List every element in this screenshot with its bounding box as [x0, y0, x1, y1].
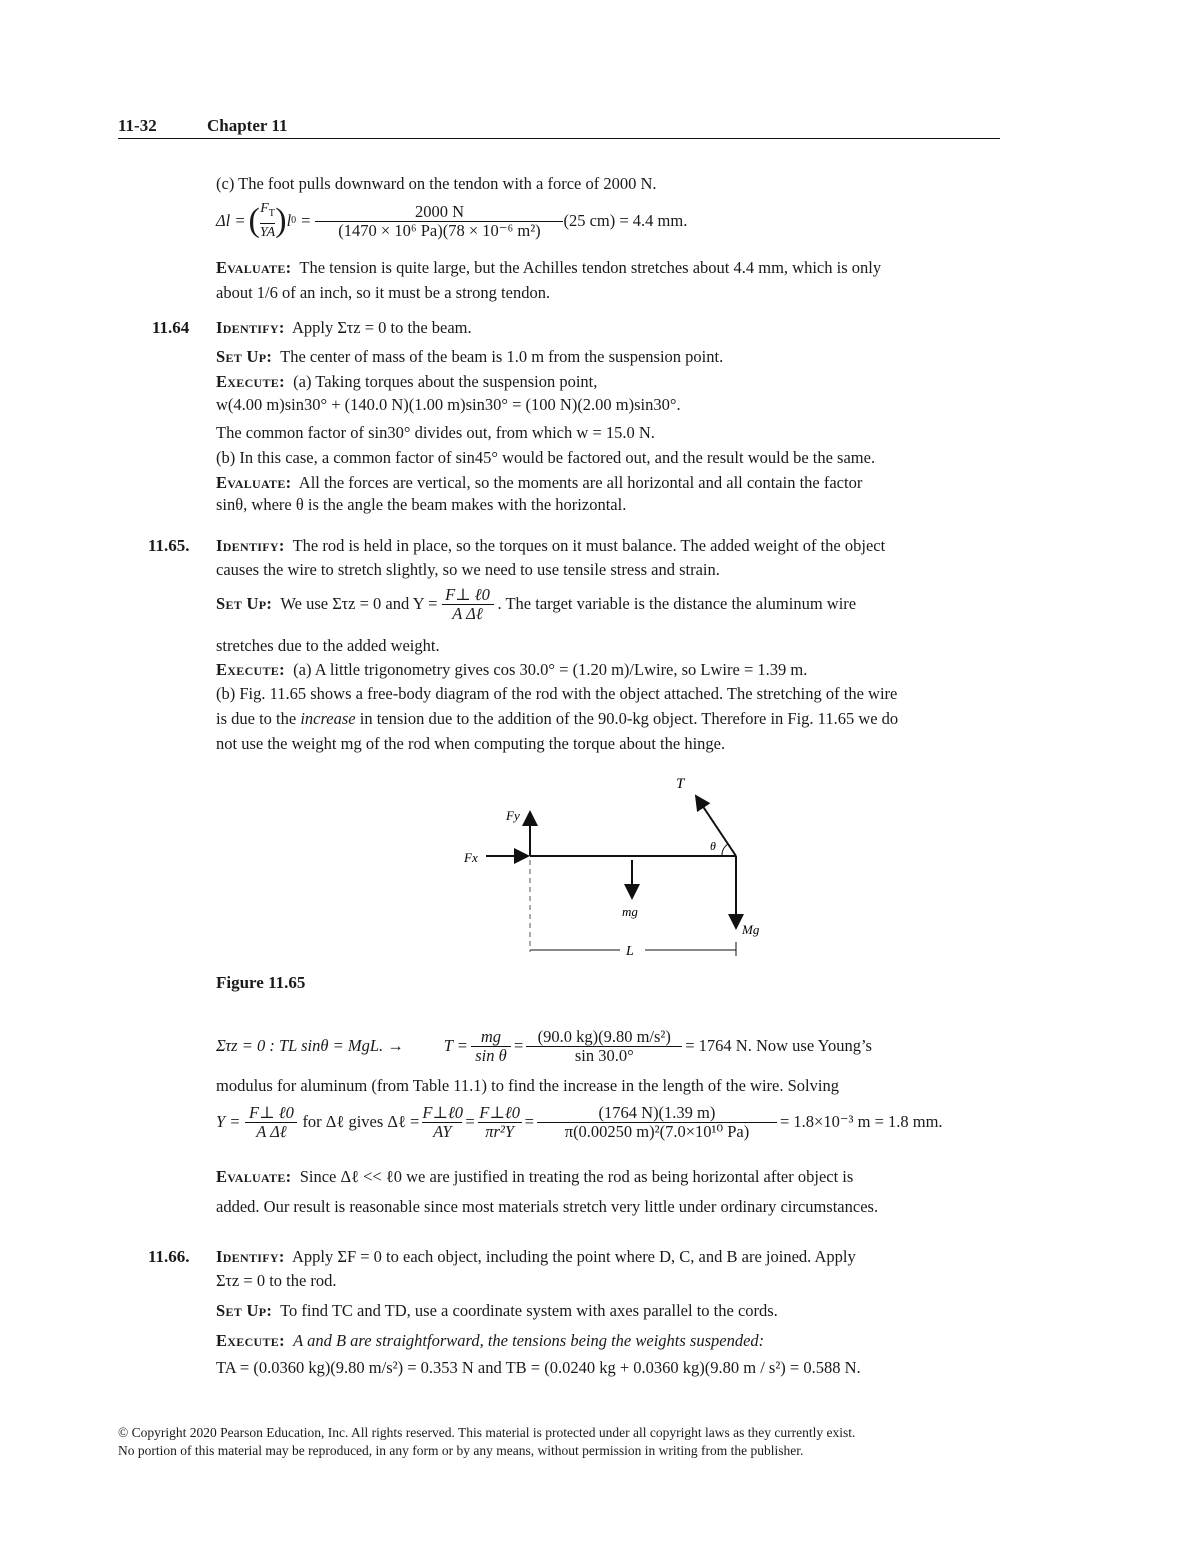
part-c-intro: (c) The foot pulls downward on the tendon with a force of 2000 N.	[216, 174, 657, 193]
p1165-identify-1	[216, 536, 885, 556]
setup-label: Set Up:	[216, 1301, 273, 1320]
ya-symbol: YA	[259, 224, 276, 240]
t-fraction-1	[471, 1028, 511, 1065]
evaluate-label: Evaluate:	[216, 258, 292, 277]
ft-sub: T	[268, 207, 275, 219]
right-paren: )	[275, 202, 287, 239]
equals: =	[301, 211, 311, 230]
equals: =	[524, 1112, 534, 1131]
identify-text: Apply ΣF = 0 to each object, including the point where D, C, and B are joined. Apply	[291, 1247, 856, 1266]
setup-label: Set Up:	[216, 594, 273, 613]
p1165-evaluate-1	[216, 1167, 853, 1187]
problem-11-64-number: 11.64	[152, 318, 190, 337]
label-theta: θ	[710, 839, 716, 853]
part-c-evaluate-2: about 1/6 of an inch, so it must be a strong tendon.	[216, 283, 551, 302]
p1164-execute	[216, 372, 597, 392]
delta-l: Δl =	[216, 211, 246, 230]
copyright-line-2: No portion of this material may be reproduced, in any form or by any means, without permission in writing from the publisher.	[118, 1443, 804, 1458]
p1166-execute	[216, 1331, 764, 1351]
ft-over-ya	[260, 200, 275, 242]
chapter-title: Chapter 11	[207, 116, 288, 135]
frac-den: A Δℓ	[442, 604, 494, 623]
p1166-execute-eq: TA = (0.0360 kg)(9.80 m/s²) = 0.353 N and TB = (0.0240 kg + 0.0360 kg)(9.80 m / s²) = 0.588 N.	[216, 1358, 861, 1377]
p1165-execute-b3: not use the weight mg of the rod when computing the torque about the hinge.	[216, 734, 726, 753]
evaluate-text: Since Δℓ << ℓ0 we are justified in treating the rod as being horizontal after object is	[299, 1167, 854, 1186]
label-l: L	[626, 944, 634, 959]
p1165-execute-b1: (b) Fig. 11.65 shows a free-body diagram of the rod with the object attached. The stretching of the wire	[216, 684, 898, 703]
d1-num: F⊥ℓ0	[422, 1102, 464, 1122]
p1164-evaluate-1	[216, 473, 862, 493]
p1166-identify-1	[216, 1247, 856, 1267]
p1165-evaluate-2: added. Our result is reasonable since most materials stretch very little under ordinary circumstances.	[216, 1197, 879, 1216]
label-Mg: Mg	[742, 922, 760, 937]
label-fy: Fy	[506, 808, 520, 823]
header-rule	[118, 138, 1000, 139]
execute-label: Execute:	[216, 372, 285, 391]
setup-post: . The target variable is the distance the aluminum wire	[497, 594, 857, 613]
setup-pre: We use Στz = 0 and Y =	[280, 594, 438, 613]
t-fraction-2	[526, 1028, 682, 1065]
fraction-num: 2000 N	[414, 201, 464, 221]
page-number: 11-32	[118, 116, 157, 135]
delta-l-equation	[216, 1098, 943, 1146]
p1166-identify-2: Στz = 0 to the rod.	[216, 1271, 337, 1290]
l0-symbol: l	[286, 211, 292, 230]
part-c-result: (25 cm) = 4.4 mm.	[563, 211, 688, 230]
execute-text: (a) Taking torques about the suspension point,	[293, 372, 598, 391]
d3-num: (1764 N)(1.39 m)	[598, 1102, 716, 1122]
p1164-common: The common factor of sin30° divides out, from which w = 15.0 N.	[216, 423, 655, 442]
b2-italic: increase	[300, 709, 356, 728]
free-body-diagram	[440, 770, 800, 970]
equals: =	[513, 1036, 524, 1055]
torque-equation	[216, 1022, 872, 1070]
y-mid: for Δℓ gives Δℓ =	[302, 1112, 420, 1131]
equals: =	[465, 1112, 475, 1131]
evaluate-label: Evaluate:	[216, 473, 292, 492]
copyright-line-1: © Copyright 2020 Pearson Education, Inc. All rights reserved. This material is protected under all copyright laws as they currently exist.	[118, 1425, 856, 1440]
theta-arc	[722, 844, 728, 856]
y-num: F⊥ ℓ0	[249, 1102, 294, 1122]
youngs-fraction	[442, 586, 494, 623]
label-fx: Fx	[464, 850, 478, 865]
figure-caption: Figure 11.65	[216, 973, 306, 992]
evaluate-label: Evaluate:	[216, 1167, 292, 1186]
stress-fraction	[315, 203, 563, 240]
problem-11-66-number: 11.66.	[148, 1247, 190, 1266]
p1165-identify-2: causes the wire to stretch slightly, so we need to use tensile stress and strain.	[216, 560, 720, 579]
y-den: A Δℓ	[245, 1122, 297, 1141]
label-mg: mg	[622, 904, 638, 919]
setup-text: The center of mass of the beam is 1.0 m from the suspension point.	[280, 347, 724, 366]
label-t: T	[676, 776, 685, 792]
p1164-execute-eq: w(4.00 m)sin30° + (140.0 N)(1.00 m)sin30° = (100 N)(2.00 m)sin30°.	[216, 395, 681, 414]
d-fraction-3	[537, 1104, 777, 1141]
execute-text: A and B are straightforward, the tensions being the weights suspended:	[293, 1331, 765, 1350]
p1165-execute-b2	[216, 709, 898, 729]
b2-pre: is due to the	[216, 709, 301, 728]
evaluate-text: The tension is quite large, but the Achilles tendon stretches about 4.4 mm, which is only	[299, 258, 882, 277]
identify-label: Identify:	[216, 1247, 285, 1266]
y-lhs: Y =	[216, 1112, 241, 1131]
y-fraction	[245, 1104, 297, 1141]
setup-label: Set Up:	[216, 347, 273, 366]
frac-num: F⊥ ℓ0	[445, 584, 490, 604]
part-c-equation	[216, 198, 687, 244]
d-result: = 1.8×10⁻³ m = 1.8 mm.	[779, 1112, 943, 1131]
tension-arrow	[696, 796, 736, 856]
p1164-identify	[216, 318, 472, 338]
p1165-setup	[216, 584, 856, 624]
ft-symbol: F	[260, 201, 269, 217]
t-num-2: (90.0 kg)(9.80 m/s²)	[537, 1026, 671, 1046]
d2-num: F⊥ℓ0	[479, 1102, 521, 1122]
t-result: = 1764 N. Now use Young’s	[685, 1036, 872, 1055]
d2-den: πr²Y	[478, 1122, 522, 1141]
p1164-evaluate-2: sinθ, where θ is the angle the beam makes with the horizontal.	[216, 495, 627, 514]
t-num-1: mg	[480, 1026, 502, 1046]
execute-text: (a) A little trigonometry gives cos 30.0° = (1.20 m)/Lwire, so Lwire = 1.39 m.	[293, 660, 808, 679]
p1166-setup	[216, 1301, 778, 1321]
setup-text: To find TC and TD, use a coordinate system with axes parallel to the cords.	[280, 1301, 778, 1320]
part-c-evaluate-1	[216, 258, 881, 278]
t-den-2: sin 30.0°	[526, 1046, 682, 1065]
torque-text: Στz = 0 : TL sinθ = MgL. →	[216, 1036, 404, 1055]
identify-text: Apply Στz = 0 to the beam.	[291, 318, 472, 337]
p1164-part-b: (b) In this case, a common factor of sin45° would be factored out, and the result would be the same.	[216, 448, 876, 467]
p1165-execute-a	[216, 660, 807, 680]
t-lhs: T =	[443, 1036, 468, 1055]
d-fraction-2	[478, 1104, 522, 1141]
evaluate-text: All the forces are vertical, so the moments are all horizontal and all contain the factor	[298, 473, 863, 492]
identify-label: Identify:	[216, 536, 285, 555]
p1165-setup-2: stretches due to the added weight.	[216, 636, 440, 655]
d-fraction-1	[422, 1104, 462, 1141]
problem-11-65-number: 11.65.	[148, 536, 190, 555]
d3-den: π(0.00250 m)²(7.0×10¹⁰ Pa)	[537, 1122, 777, 1141]
fraction-den: (1470 × 10⁶ Pa)(78 × 10⁻⁶ m²)	[315, 221, 563, 240]
t-den-1: sin θ	[471, 1046, 511, 1065]
d1-den: AY	[422, 1122, 462, 1141]
identify-label: Identify:	[216, 318, 285, 337]
execute-label: Execute:	[216, 1331, 285, 1350]
execute-label: Execute:	[216, 660, 285, 679]
left-paren: (	[248, 202, 260, 239]
modulus-line: modulus for aluminum (from Table 11.1) to find the increase in the length of the wire. Solving	[216, 1076, 839, 1095]
l0-sub: 0	[291, 215, 297, 226]
p1164-setup	[216, 347, 723, 367]
b2-post: in tension due to the addition of the 90.0-kg object. Therefore in Fig. 11.65 we do	[355, 709, 899, 728]
identify-text: The rod is held in place, so the torques on it must balance. The added weight of the object	[292, 536, 886, 555]
